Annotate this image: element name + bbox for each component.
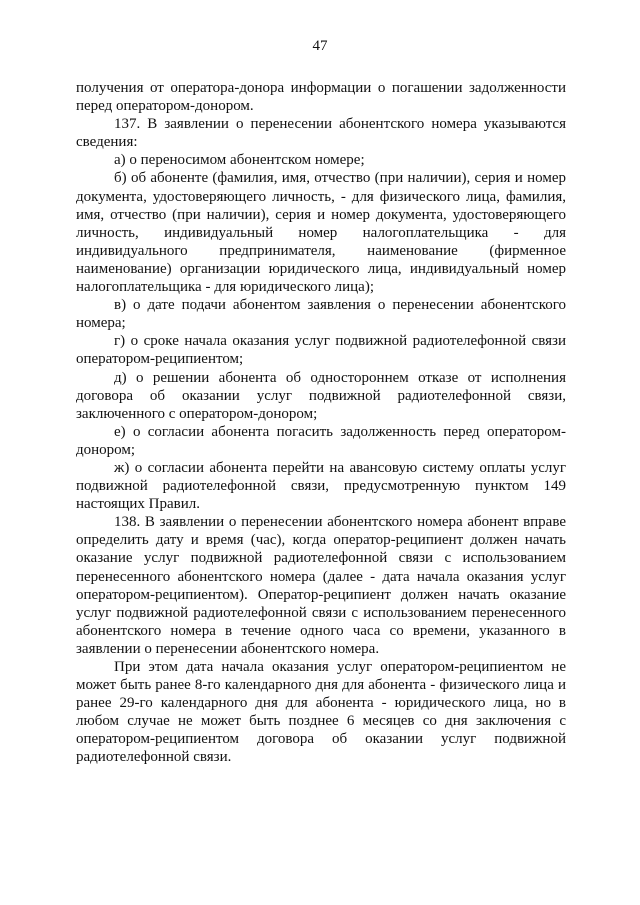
- paragraph: 138. В заявлении о перенесении абонентского номера абонент вправе определить дату и время (час), когда оператор-реципиент должен начать оказание услуг подвижной радиотелефонной связи с использованием перенесенного абонентского номера (далее - дата начала оказания услуг оператором-реципиентом). Оператор-реципиент должен начать оказание услуг подвижной радиотелефонной связи с использованием перенесенного абонентского номера в течение одного часа со времени, указанного в заявлении о перенесении абонентского номера.: [76, 514, 566, 657]
- paragraph: б) об абоненте (фамилия, имя, отчество (при наличии), серия и номер документа, удостоверяющего личность, - для физического лица, фамилия, имя, отчество (при наличии), серия и номер документа, удостоверяющего личность, индивидуальный номер налогоплательщика - для индивидуального предпринимателя, наименование (фирменное наименование) организации юридического лица, индивидуальный номер налогоплательщика - для юридического лица);: [76, 170, 566, 296]
- paragraph: д) о решении абонента об одностороннем отказе от исполнения договора об оказании услуг подвижной радиотелефонной связи, заключенного с оператором-донором;: [76, 369, 566, 422]
- paragraph: в) о дате подачи абонентом заявления о перенесении абонентского номера;: [76, 297, 566, 332]
- page-number: 47: [312, 38, 328, 54]
- document-body: [76, 79, 566, 767]
- paragraph: 137. В заявлении о перенесении абонентского номера указываются сведения:: [76, 116, 566, 151]
- paragraph: е) о согласии абонента погасить задолженность перед оператором-донором;: [76, 423, 566, 458]
- paragraph: ж) о согласии абонента перейти на авансовую систему оплаты услуг подвижной радиотелефонной связи, предусмотренную пунктом 149 настоящих Правил.: [76, 459, 566, 513]
- paragraph: При этом дата начала оказания услуг оператором-реципиентом не может быть ранее 8-го календарного дня для абонента - физического лица и ранее 29-го календарного дня для абонента - юридического лица, но в любом случае не может быть позднее 6 месяцев со дня заключения с оператором-реципиентом договора об оказании услуг подвижной радиотелефонной связи.: [76, 659, 566, 766]
- paragraph: получения от оператора-донора информации о погашении задолженности перед оператором-донором.: [76, 80, 566, 115]
- paragraph: г) о сроке начала оказания услуг подвижной радиотелефонной связи оператором-реципиентом;: [76, 333, 566, 368]
- paragraph: а) о переносимом абонентском номере;: [114, 152, 365, 169]
